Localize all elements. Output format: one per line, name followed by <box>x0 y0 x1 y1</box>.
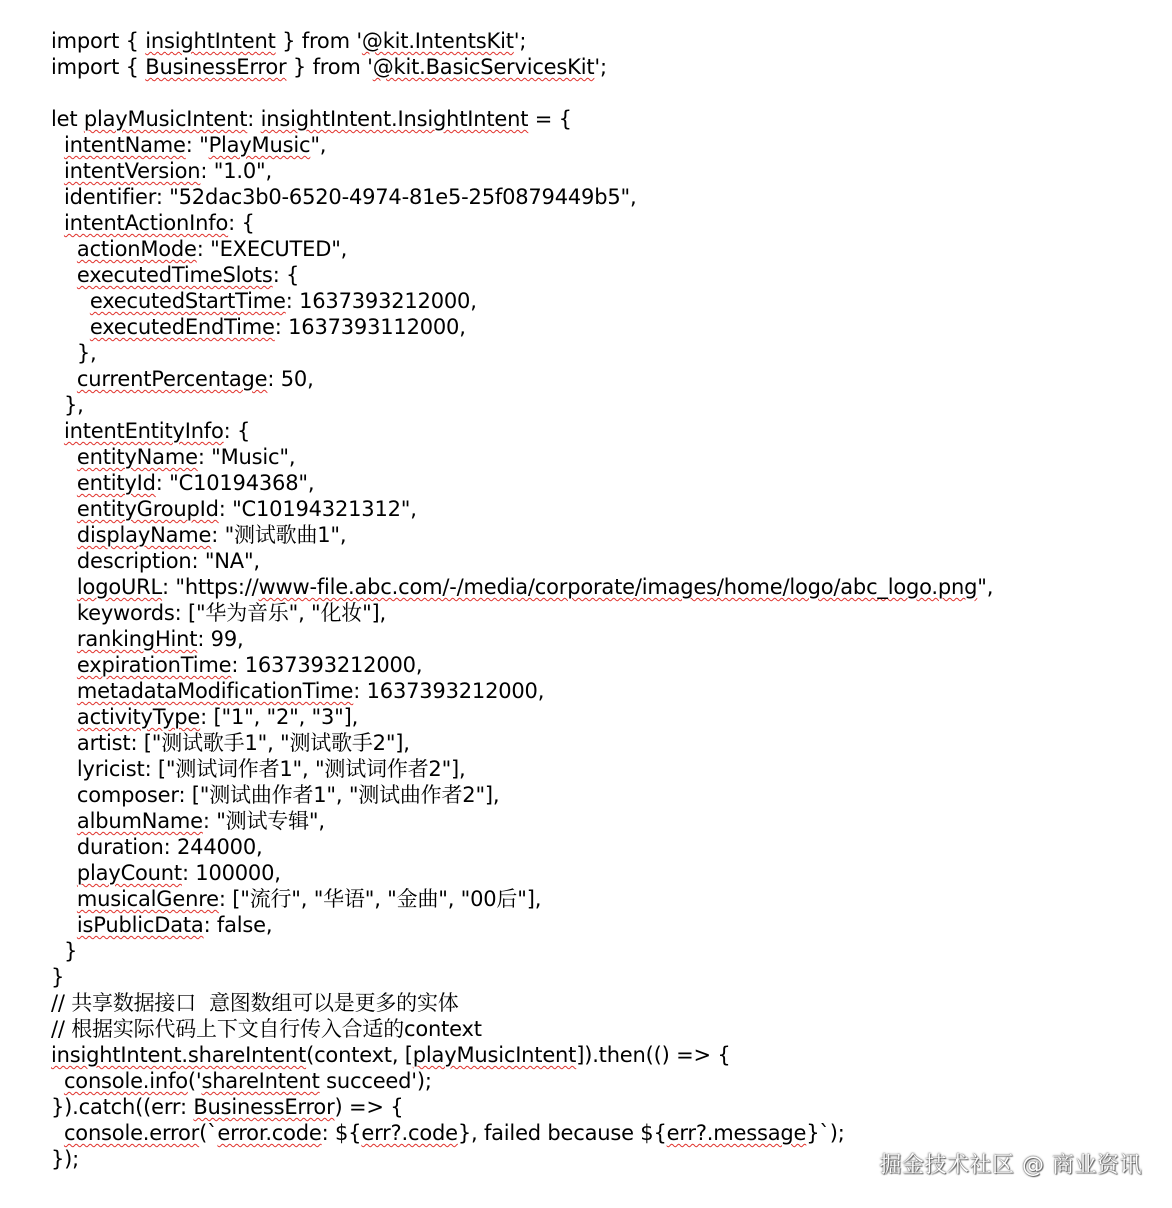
code-token: : " <box>185 133 209 157</box>
code-token <box>51 1121 64 1145</box>
spellcheck-flagged-token: activityType <box>76 705 201 729</box>
spellcheck-flagged-token: executedTimeSlots <box>76 263 273 287</box>
code-token <box>51 809 77 833</box>
spellcheck-flagged-token: playMusicIntent <box>83 107 248 131</box>
spellcheck-flagged-token: expirationTime <box>76 653 232 677</box>
code-token <box>51 575 77 599</box>
code-token: : ["1", "2", "3"], <box>200 705 359 729</box>
code-line <box>51 54 1151 80</box>
spellcheck-flagged-token: insightIntent.InsightIntent <box>260 107 529 131</box>
code-token: : "Music", <box>197 445 296 469</box>
code-token: ", <box>310 133 327 157</box>
code-token <box>51 237 77 261</box>
code-token: succeed'); <box>319 1069 432 1093</box>
spellcheck-flagged-token: err?.code <box>361 1121 458 1145</box>
code-line <box>51 28 1151 54</box>
code-line <box>51 314 1151 340</box>
spellcheck-flagged-token: shareIntent <box>201 1069 320 1093</box>
code-token <box>51 367 77 391</box>
code-token <box>51 263 77 287</box>
spellcheck-flagged-token: error.code <box>217 1121 322 1145</box>
code-line <box>51 626 1151 652</box>
spellcheck-flagged-token: console.info <box>63 1069 188 1093</box>
code-line <box>51 288 1151 314</box>
code-line <box>51 730 1151 756</box>
code-token: : "https:// <box>162 575 259 599</box>
code-line <box>51 860 1151 886</box>
code-token: : "C10194368", <box>155 471 315 495</box>
spellcheck-flagged-token: musicalGenre <box>76 887 219 911</box>
code-token <box>51 159 64 183</box>
code-line <box>51 574 1151 600</box>
code-token: '; <box>594 55 607 79</box>
code-token: : "测试专辑", <box>202 809 325 833</box>
spellcheck-flagged-token: albumName <box>76 809 203 833</box>
spellcheck-flagged-token: insightIntent.shareIntent <box>51 1043 307 1067</box>
code-token <box>51 679 77 703</box>
spellcheck-flagged-token: rankingHint <box>76 627 198 651</box>
code-line <box>51 652 1151 678</box>
code-line <box>51 132 1151 158</box>
spellcheck-flagged-token: @kit.IntentsKit <box>361 29 514 53</box>
code-line <box>51 886 1151 912</box>
code-token <box>51 887 77 911</box>
code-token: (' <box>187 1069 202 1093</box>
code-token: : false, <box>203 913 273 937</box>
code-token: (` <box>199 1121 218 1145</box>
code-token: : 100000, <box>181 861 281 885</box>
code-token: description: "NA", <box>51 549 260 573</box>
spellcheck-flagged-token: executedEndTime <box>89 315 275 339</box>
code-token: lyricist: ["测试词作者1", "测试词作者2"], <box>51 757 466 781</box>
code-line <box>51 600 1151 626</box>
code-token <box>51 315 90 339</box>
code-token <box>51 1069 64 1093</box>
code-token: (context, [ <box>306 1043 413 1067</box>
code-token <box>51 471 77 495</box>
spellcheck-flagged-token: logoURL <box>76 575 163 599</box>
code-token: }); <box>51 1147 80 1171</box>
code-line <box>51 496 1151 522</box>
code-token: ]).then(() => { <box>576 1043 731 1067</box>
spellcheck-flagged-token: err?.message <box>666 1121 807 1145</box>
spellcheck-flagged-token: playMusicIntent <box>412 1043 577 1067</box>
code-token: : <box>247 107 261 131</box>
code-token <box>51 913 77 937</box>
code-token <box>51 289 90 313</box>
code-token: : "EXECUTED", <box>196 237 348 261</box>
code-line <box>51 444 1151 470</box>
code-line <box>51 158 1151 184</box>
code-token: }, failed because ${ <box>457 1121 667 1145</box>
spellcheck-flagged-token: @kit.BasicServicesKit <box>372 55 595 79</box>
code-token: : 1637393212000, <box>353 679 545 703</box>
code-token: = { <box>528 107 572 131</box>
spellcheck-flagged-token: intentName <box>63 133 186 157</box>
spellcheck-flagged-token: www-file.abc.com/-/media/corporate/images/home/logo/abc_logo.png <box>258 575 978 599</box>
code-token <box>51 861 77 885</box>
code-token: artist: ["测试歌手1", "测试歌手2"], <box>51 731 410 755</box>
code-token: composer: ["测试曲作者1", "测试曲作者2"], <box>51 783 500 807</box>
code-token <box>51 497 77 521</box>
code-token: }).catch((err: <box>51 1095 194 1119</box>
spellcheck-flagged-token: currentPercentage <box>76 367 268 391</box>
code-token: ) => { <box>334 1095 404 1119</box>
code-line <box>51 938 1151 964</box>
code-token: }, <box>51 341 97 365</box>
code-token: } <box>51 965 65 989</box>
code-line <box>51 704 1151 730</box>
code-token: : 50, <box>267 367 314 391</box>
code-token: : "测试歌曲1", <box>211 523 347 547</box>
code-token <box>51 419 64 443</box>
code-token: ", <box>977 575 994 599</box>
spellcheck-flagged-token: executedStartTime <box>89 289 286 313</box>
code-token: keywords: ["华为音乐", "化妆"], <box>51 601 387 625</box>
spellcheck-flagged-token: playCount <box>76 861 182 885</box>
code-token <box>51 653 77 677</box>
code-line <box>51 470 1151 496</box>
code-token: } from ' <box>275 29 362 53</box>
code-line <box>51 990 1151 1016</box>
code-line <box>51 808 1151 834</box>
code-line <box>51 184 1151 210</box>
code-line <box>51 1120 1151 1146</box>
code-line <box>51 366 1151 392</box>
code-token: : ["流行", "华语", "金曲", "00后"], <box>218 887 542 911</box>
code-line <box>51 1016 1151 1042</box>
code-line <box>51 262 1151 288</box>
spellcheck-flagged-token: entityGroupId <box>76 497 219 521</box>
code-line <box>51 964 1151 990</box>
spellcheck-flagged-token: BusinessError <box>193 1095 335 1119</box>
code-token: : { <box>228 211 255 235</box>
spellcheck-flagged-token: entityName <box>76 445 198 469</box>
spellcheck-flagged-token: actionMode <box>76 237 197 261</box>
code-line <box>51 782 1151 808</box>
code-token: : "1.0", <box>200 159 272 183</box>
code-line <box>51 678 1151 704</box>
code-document <box>51 28 1151 1172</box>
spellcheck-flagged-token: entityId <box>76 471 156 495</box>
code-token <box>51 705 77 729</box>
code-token: import { <box>51 29 146 53</box>
code-token <box>51 445 77 469</box>
code-token: : ${ <box>321 1121 362 1145</box>
code-token: identifier: "52dac3b0-6520-4974-81e5-25f0879449b5", <box>51 185 637 209</box>
code-token: }, <box>51 393 84 417</box>
code-line <box>51 80 1151 106</box>
spellcheck-flagged-token: PlayMusic <box>208 133 311 157</box>
spellcheck-flagged-token: metadataModificationTime <box>76 679 354 703</box>
code-line <box>51 522 1151 548</box>
code-token: : { <box>223 419 251 443</box>
code-token <box>51 627 77 651</box>
code-token: } <box>51 939 78 963</box>
code-token: // 共享数据接口 意图数组可以是更多的实体 <box>51 991 459 1015</box>
code-token: : 99, <box>197 627 244 651</box>
code-line <box>51 236 1151 262</box>
code-line <box>51 834 1151 860</box>
code-line <box>51 912 1151 938</box>
code-token <box>51 523 77 547</box>
code-line <box>51 106 1151 132</box>
code-token: } from ' <box>286 55 373 79</box>
code-token: duration: 244000, <box>51 835 263 859</box>
code-token: : { <box>272 263 300 287</box>
code-line <box>51 756 1151 782</box>
spellcheck-flagged-token: BusinessError <box>145 55 287 79</box>
code-line <box>51 1068 1151 1094</box>
code-line <box>51 1094 1151 1120</box>
code-token: : "C10194321312", <box>218 497 417 521</box>
code-line <box>51 548 1151 574</box>
spellcheck-flagged-token: displayName <box>76 523 212 547</box>
spellcheck-flagged-token: intentVersion <box>63 159 201 183</box>
spellcheck-flagged-token: intentActionInfo <box>63 211 229 235</box>
code-token: : 1637393112000, <box>274 315 466 339</box>
code-line <box>51 392 1151 418</box>
code-token: : 1637393212000, <box>285 289 477 313</box>
code-token: '; <box>513 29 527 53</box>
watermark: 掘金技术社区 @ 商业资讯 <box>879 1153 1142 1178</box>
code-token: }`); <box>806 1121 845 1145</box>
code-token: // 根据实际代码上下文自行传入合适的context <box>51 1017 482 1041</box>
code-token: import { <box>51 55 146 79</box>
code-token <box>51 133 64 157</box>
spellcheck-flagged-token: intentEntityInfo <box>63 419 224 443</box>
code-line <box>51 340 1151 366</box>
code-line <box>51 210 1151 236</box>
spellcheck-flagged-token: insightIntent <box>145 29 276 53</box>
code-line <box>51 418 1151 444</box>
code-token <box>51 211 64 235</box>
code-token: let <box>51 107 84 131</box>
spellcheck-flagged-token: isPublicData <box>76 913 204 937</box>
spellcheck-flagged-token: console.error <box>63 1121 200 1145</box>
code-line <box>51 1042 1151 1068</box>
code-token: : 1637393212000, <box>231 653 423 677</box>
